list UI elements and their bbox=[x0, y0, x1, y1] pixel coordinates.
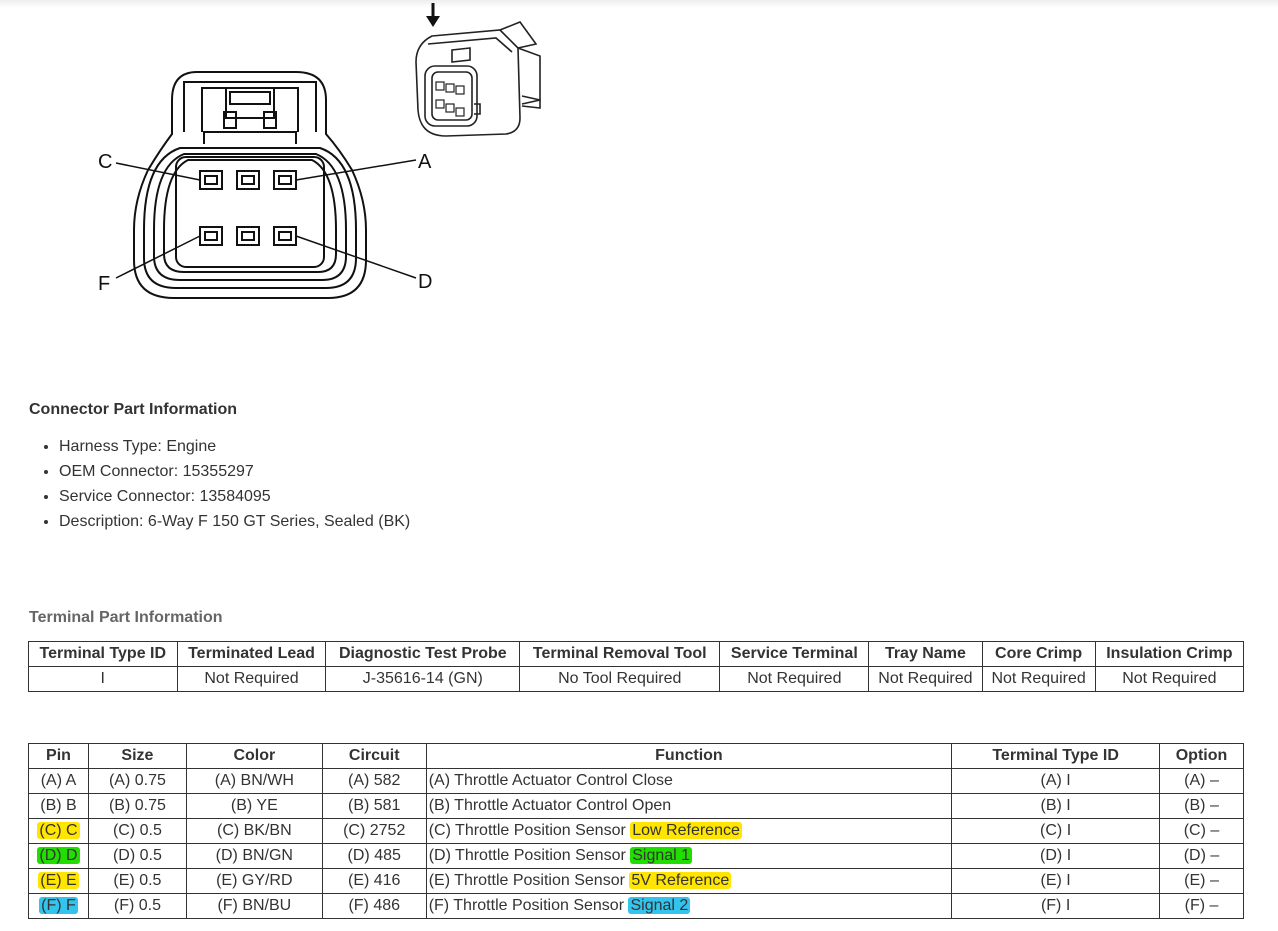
col-circuit: Circuit bbox=[322, 744, 426, 769]
cell-option: (B) – bbox=[1160, 794, 1244, 819]
cell-size: (F) 0.5 bbox=[88, 894, 186, 919]
col-service-terminal: Service Terminal bbox=[720, 642, 869, 667]
cell-color: (E) GY/RD bbox=[186, 869, 322, 894]
cell-insulation-crimp: Not Required bbox=[1095, 667, 1243, 692]
connector-ring-2 bbox=[154, 154, 346, 280]
table-row bbox=[29, 794, 1244, 819]
pin-table bbox=[28, 743, 1244, 919]
cell-circuit: (D) 485 bbox=[322, 844, 426, 869]
col-core-crimp: Core Crimp bbox=[982, 642, 1095, 667]
col-function: Function bbox=[426, 744, 952, 769]
col-insulation-crimp: Insulation Crimp bbox=[1095, 642, 1243, 667]
cell-terminated-lead: Not Required bbox=[177, 667, 326, 692]
cell-circuit: (F) 486 bbox=[322, 894, 426, 919]
cell-size: (B) 0.75 bbox=[88, 794, 186, 819]
table-row bbox=[29, 769, 1244, 794]
table-row bbox=[29, 894, 1244, 919]
cavity-f bbox=[200, 227, 222, 245]
harness-type-item: • Harness Type: Engine bbox=[59, 436, 410, 461]
pin-label-d: D bbox=[418, 271, 433, 293]
cell-type: (E) I bbox=[952, 869, 1160, 894]
cell-type: (D) I bbox=[952, 844, 1160, 869]
connector-part-info-heading: Connector Part Information bbox=[29, 401, 238, 418]
table-row bbox=[29, 844, 1244, 869]
cell-color: (C) BK/BN bbox=[186, 819, 322, 844]
cell-pin bbox=[29, 844, 89, 869]
cell-circuit: (A) 582 bbox=[322, 769, 426, 794]
cell-type: (F) I bbox=[952, 894, 1160, 919]
terminal-part-table bbox=[28, 641, 1244, 692]
pin-highlight: (E) E bbox=[40, 872, 77, 889]
function-text: (F) Throttle Position Sensor bbox=[428, 897, 629, 914]
cell-size: (D) 0.5 bbox=[88, 844, 186, 869]
cell-circuit: (C) 2752 bbox=[322, 819, 426, 844]
cell-color: (A) BN/WH bbox=[186, 769, 322, 794]
cell-type: (C) I bbox=[952, 819, 1160, 844]
cell-type: (A) I bbox=[952, 769, 1160, 794]
pin-highlight: (C) C bbox=[39, 822, 78, 839]
cavity-c bbox=[200, 171, 222, 189]
col-size: Size bbox=[88, 744, 186, 769]
cell-option: (E) – bbox=[1160, 869, 1244, 894]
function-text: (B) Throttle Actuator Control Open bbox=[428, 797, 672, 814]
cell-color: (B) YE bbox=[186, 794, 322, 819]
cell-option: (A) – bbox=[1160, 769, 1244, 794]
cell-function bbox=[426, 869, 952, 894]
description-item: • Description: 6-Way F 150 GT Series, Sealed (BK) bbox=[59, 511, 410, 536]
table-row bbox=[29, 667, 1244, 692]
cell-function bbox=[426, 894, 952, 919]
col-diagnostic-test-probe: Diagnostic Test Probe bbox=[326, 642, 520, 667]
function-text: (A) Throttle Actuator Control Close bbox=[428, 772, 673, 789]
function-highlight: Signal 2 bbox=[630, 897, 689, 914]
col-pin: Pin bbox=[29, 744, 89, 769]
terminal-table-header bbox=[29, 642, 1244, 667]
latch-outer bbox=[184, 82, 316, 132]
pin-label-f: F bbox=[98, 273, 111, 295]
pin-highlight: (F) F bbox=[41, 897, 76, 914]
service-connector-item: • Service Connector: 13584095 bbox=[59, 486, 410, 511]
connector-inner-body bbox=[176, 157, 324, 267]
pin-highlight: (D) D bbox=[39, 847, 78, 864]
cell-service-terminal: Not Required bbox=[720, 667, 869, 692]
cell-option: (D) – bbox=[1160, 844, 1244, 869]
cell-function bbox=[426, 794, 952, 819]
cell-size: (A) 0.75 bbox=[88, 769, 186, 794]
cell-color: (D) BN/GN bbox=[186, 844, 322, 869]
cell-pin: (B) B bbox=[29, 794, 89, 819]
connector-iso-view bbox=[416, 22, 540, 136]
function-highlight: Signal 1 bbox=[632, 847, 691, 864]
cell-circuit: (E) 416 bbox=[322, 869, 426, 894]
latch-inner bbox=[202, 88, 298, 132]
col-tray-name: Tray Name bbox=[869, 642, 982, 667]
cell-function bbox=[426, 844, 952, 869]
function-text: (D) Throttle Position Sensor bbox=[428, 847, 631, 864]
terminal-part-info-heading: Terminal Part Information bbox=[29, 609, 223, 626]
oem-connector-item: • OEM Connector: 15355297 bbox=[59, 461, 410, 486]
function-text: (C) Throttle Position Sensor bbox=[428, 822, 631, 839]
cell-color: (F) BN/BU bbox=[186, 894, 322, 919]
cell-terminal-type-id: I bbox=[29, 667, 178, 692]
down-arrow-icon bbox=[426, 3, 440, 27]
cell-type: (B) I bbox=[952, 794, 1160, 819]
connector-info-list bbox=[29, 436, 410, 536]
col-terminated-lead: Terminated Lead bbox=[177, 642, 326, 667]
cell-core-crimp: Not Required bbox=[982, 667, 1095, 692]
col-terminal-type-id: Terminal Type ID bbox=[29, 642, 178, 667]
col-terminal-type-id: Terminal Type ID bbox=[952, 744, 1160, 769]
cell-size: (E) 0.5 bbox=[88, 869, 186, 894]
table-row bbox=[29, 819, 1244, 844]
col-terminal-removal-tool: Terminal Removal Tool bbox=[520, 642, 720, 667]
cell-option: (F) – bbox=[1160, 894, 1244, 919]
cell-function bbox=[426, 769, 952, 794]
col-option: Option bbox=[1160, 744, 1244, 769]
cell-option: (C) – bbox=[1160, 819, 1244, 844]
function-highlight: 5V Reference bbox=[631, 872, 730, 889]
cell-terminal-removal-tool: No Tool Required bbox=[520, 667, 720, 692]
cell-size: (C) 0.5 bbox=[88, 819, 186, 844]
cell-diagnostic-test-probe: J-35616-14 (GN) bbox=[326, 667, 520, 692]
table-row bbox=[29, 869, 1244, 894]
cell-function bbox=[426, 819, 952, 844]
pin-table-body bbox=[29, 769, 1244, 919]
pin-label-c: C bbox=[98, 151, 113, 173]
cavity-d bbox=[274, 227, 296, 245]
cell-pin bbox=[29, 894, 89, 919]
cell-pin bbox=[29, 869, 89, 894]
function-highlight: Low Reference bbox=[632, 822, 740, 839]
cavity-a bbox=[274, 171, 296, 189]
cavity-b bbox=[237, 171, 259, 189]
cell-circuit: (B) 581 bbox=[322, 794, 426, 819]
col-color: Color bbox=[186, 744, 322, 769]
cell-tray-name: Not Required bbox=[869, 667, 982, 692]
pin-label-a: A bbox=[418, 151, 432, 173]
connector-diagram bbox=[0, 0, 600, 310]
pin-table-header bbox=[29, 744, 1244, 769]
cell-pin bbox=[29, 819, 89, 844]
function-text: (E) Throttle Position Sensor bbox=[428, 872, 630, 889]
cell-pin: (A) A bbox=[29, 769, 89, 794]
cavity-e bbox=[237, 227, 259, 245]
